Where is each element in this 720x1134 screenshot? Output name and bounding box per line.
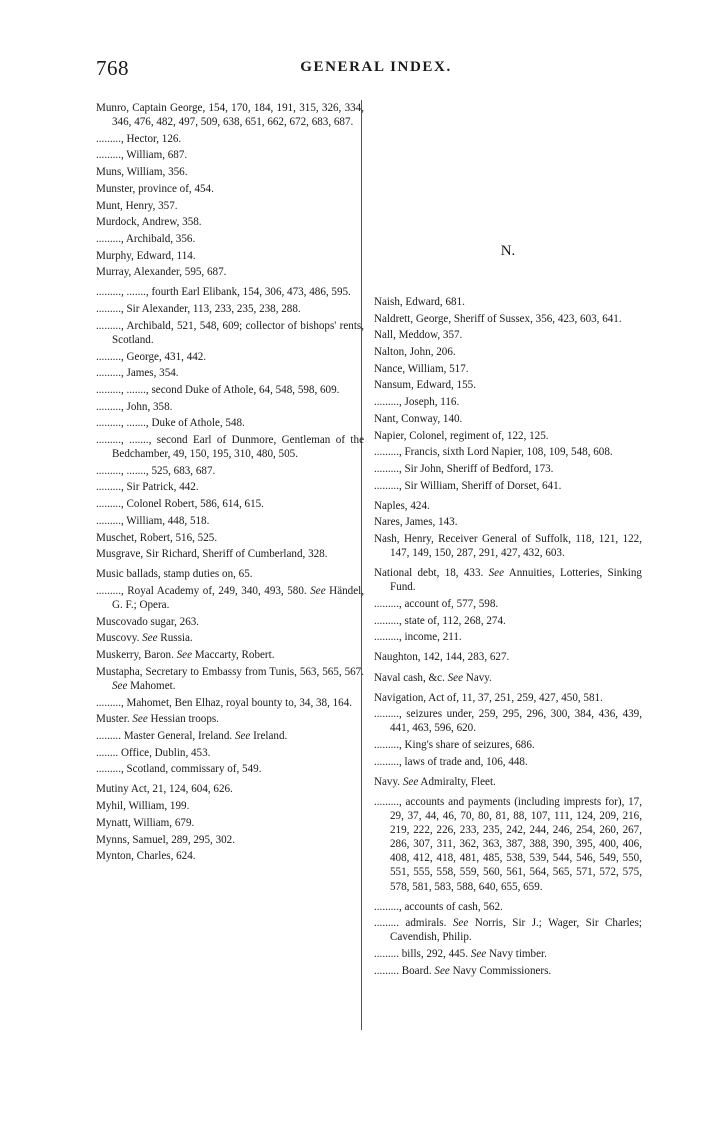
- index-entry: Muskerry, Baron. See Maccarty, Robert.: [96, 649, 275, 662]
- index-entry: Nares, James, 143.: [374, 516, 458, 529]
- index-entry: ........., William, 448, 518.: [96, 514, 210, 527]
- index-entry: ........., laws of trade and, 106, 448.: [374, 755, 528, 768]
- index-entry: ........., accounts and payments (including imprests for), 17, 29, 37, 44, 46, 70, 80, 81, 88, 107, 111, 124, 209, 216, 219, 222, 226, 233, 235, 242, 244, 246, 254, 260, 267, 286, 307, 311, 362, 363, 387, 388, 390, 395, 400, 406, 408, 412, 418, 481, 485, 538, 539, 544, 546, 549, 550, 551, 555, 558, 559, 560, 561, 564, 565, 571, 572, 575, 578, 581, 583, 588, 640, 655, 659.: [374, 796, 642, 893]
- index-entry: Nalton, John, 206.: [374, 346, 456, 359]
- index-entry: ........., Sir John, Sheriff of Bedford, 173.: [374, 462, 554, 475]
- index-entry: Mustapha, Secretary to Embassy from Tunis, 563, 565, 567. See Mahomet.: [96, 665, 364, 692]
- index-entry: ........., ......., 525, 683, 687.: [96, 464, 216, 477]
- index-entry: ........., income, 211.: [374, 631, 462, 644]
- index-entry: ........., Colonel Robert, 586, 614, 615.: [96, 498, 264, 511]
- running-head: GENERAL INDEX.: [300, 59, 452, 75]
- index-entry: Muster. See Hessian troops.: [96, 713, 219, 726]
- index-entry: Muns, William, 356.: [96, 166, 188, 179]
- index-entry: ........., Sir Alexander, 113, 233, 235, 238, 288.: [96, 303, 301, 316]
- index-entry: ........ Office, Dublin, 453.: [96, 746, 211, 759]
- index-entry: ........., Francis, sixth Lord Napier, 108, 109, 548, 608.: [374, 446, 613, 459]
- index-entry: ........., Archibald, 356.: [96, 232, 196, 245]
- index-entry: ........., Royal Academy of, 249, 340, 493, 580. See Händel, G. F.; Opera.: [96, 584, 364, 612]
- index-entry: ........., Sir William, Sheriff of Dorset, 641.: [374, 479, 562, 492]
- index-entry: ........., ......., second Earl of Dunmore, Gentleman of the Bedchamber, 49, 150, 195, 310, 480, 505.: [96, 433, 364, 461]
- index-entry: Naldrett, George, Sheriff of Sussex, 356, 423, 603, 641.: [374, 312, 622, 325]
- index-entry: Nant, Conway, 140.: [374, 412, 463, 425]
- index-entry: ........., account of, 577, 598.: [374, 598, 499, 610]
- index-entry: ........., Sir Patrick, 442.: [96, 481, 199, 494]
- index-entry: ........., state of, 112, 268, 274.: [374, 614, 506, 627]
- index-entry: Munro, Captain George, 154, 170, 184, 191, 315, 326, 334, 346, 476, 482, 497, 509, 638, 651, 662, 672, 683, 687.: [96, 102, 364, 129]
- index-entry: Mynton, Charles, 624.: [96, 850, 196, 863]
- index-entry: Myhil, William, 199.: [96, 800, 190, 813]
- index-entry: Murdock, Andrew, 358.: [96, 216, 202, 229]
- index-entry: Navigation, Act of, 11, 37, 251, 259, 427, 450, 581.: [374, 691, 603, 704]
- section-letter: N.: [500, 243, 516, 259]
- index-entry: Murray, Alexander, 595, 687.: [96, 266, 227, 279]
- index-entry: Nance, William, 517.: [374, 362, 469, 375]
- index-entry: ........., Joseph, 116.: [374, 396, 460, 409]
- index-entry: ........., King's share of seizures, 686.: [374, 739, 535, 752]
- index-entry: ........., Archibald, 521, 548, 609; collector of bishops' rents, Scotland.: [96, 319, 364, 346]
- index-entry: Musgrave, Sir Richard, Sheriff of Cumberland, 328.: [96, 548, 328, 561]
- index-entry: ......... Board. See Navy Commissioners.: [374, 964, 552, 977]
- index-entry: ........., George, 431, 442.: [96, 350, 207, 363]
- index-entry: Naughton, 142, 144, 283, 627.: [374, 651, 510, 664]
- index-entry: Mutiny Act, 21, 124, 604, 626.: [96, 783, 233, 796]
- index-entry: ........., seizures under, 259, 295, 296, 300, 384, 436, 439, 441, 463, 596, 620.: [374, 708, 642, 735]
- index-entry: Muschet, Robert, 516, 525.: [96, 531, 218, 544]
- index-entry: ........., ......., fourth Earl Elibank, 154, 306, 473, 486, 595.: [96, 286, 351, 299]
- index-entry: Munster, province of, 454.: [96, 182, 214, 195]
- index-entry: Munt, Henry, 357.: [96, 199, 178, 212]
- index-entry: Mynatt, William, 679.: [96, 816, 195, 829]
- index-entry: Mynns, Samuel, 289, 295, 302.: [96, 833, 235, 846]
- page-header: [96, 56, 656, 86]
- index-entry: Murphy, Edward, 114.: [96, 249, 196, 262]
- index-entry: ........., ......., second Duke of Athole, 64, 548, 598, 609.: [96, 383, 340, 396]
- index-entry: National debt, 18, 433. See Annuities, Lotteries, Sinking Fund.: [374, 567, 642, 594]
- index-entry: Muscovy. See Russia.: [96, 632, 193, 645]
- index-entry: ........., William, 687.: [96, 149, 188, 162]
- index-entry: Nansum, Edward, 155.: [374, 379, 476, 392]
- index-entry: Music ballads, stamp duties on, 65.: [96, 568, 253, 581]
- index-entry: Napier, Colonel, regiment of, 122, 125.: [374, 429, 549, 442]
- index-entry: ........., Scotland, commissary of, 549.: [96, 763, 262, 776]
- index-entry: ........., James, 354.: [96, 367, 179, 380]
- index-entry: Naish, Edward, 681.: [374, 296, 465, 308]
- index-entry: ........., ......., Duke of Athole, 548.: [96, 417, 245, 430]
- index-entry: ......... bills, 292, 445. See Navy timber.: [374, 948, 547, 961]
- index-entry: Nash, Henry, Receiver General of Suffolk, 118, 121, 122, 147, 149, 150, 287, 291, 427, 432, 603.: [374, 533, 642, 560]
- index-entry: ......... Master General, Ireland. See Ireland.: [96, 729, 288, 742]
- index-entry: ........., accounts of cash, 562.: [374, 900, 503, 913]
- right-column: [374, 295, 642, 981]
- index-entry: Navy. See Admiralty, Fleet.: [374, 775, 496, 788]
- index-entry: ........., Mahomet, Ben Elhaz, royal bounty to, 34, 38, 164.: [96, 696, 353, 709]
- page-number: 768: [96, 56, 129, 80]
- index-entry: ......... admirals. See Norris, Sir J.; Wager, Sir Charles; Cavendish, Philip.: [374, 917, 642, 944]
- index-entry: Muscovado sugar, 263.: [96, 615, 200, 628]
- index-entry: ........., Hector, 126.: [96, 132, 182, 145]
- left-column: [96, 101, 364, 866]
- index-entry: Naval cash, &c. See Navy.: [374, 671, 492, 684]
- index-entry: Naples, 424.: [374, 499, 430, 512]
- index-entry: Nall, Meddow, 357.: [374, 329, 463, 342]
- index-entry: ........., John, 358.: [96, 400, 173, 413]
